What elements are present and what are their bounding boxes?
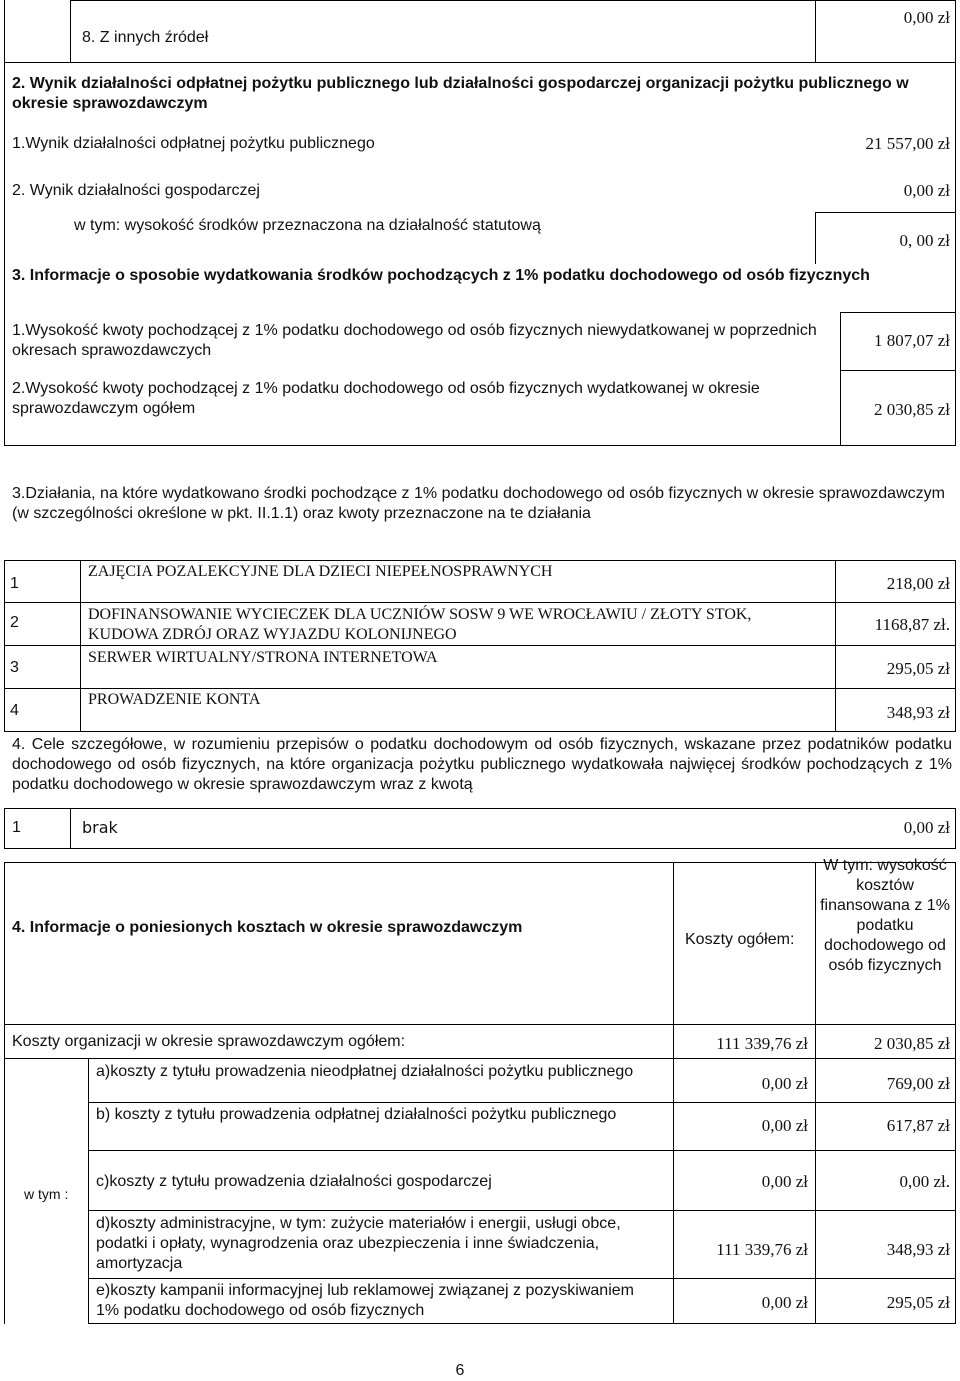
cost-total: 0,00 zł	[761, 1074, 808, 1093]
business-result-label: 2. Wynik działalności gospodarczej	[12, 182, 260, 199]
activity-number: 2	[10, 614, 19, 631]
costs-total-label: Koszty organizacji w okresie sprawozdawczym ogółem:	[12, 1033, 406, 1050]
activity-number: 1	[10, 575, 19, 592]
cost-share: 348,93 zł	[886, 1240, 950, 1259]
page-number: 6	[455, 1362, 465, 1379]
cost-total: 111 339,76 zł	[716, 1240, 808, 1259]
activity-name: PROWADZENIE KONTA	[88, 691, 261, 708]
cost-label: c)koszty z tytułu prowadzenia działalności gospodarczej	[96, 1173, 492, 1190]
section3-heading: 3. Informacje o sposobie wydatkowania środków pochodzących z 1% podatku dochodowego od osób fizycznych	[12, 267, 870, 284]
activity-number: 3	[10, 659, 19, 676]
statutory-share-label: w tym: wysokość środków przeznaczona na działalność statutową	[74, 217, 541, 234]
activity-amount: 218,00 zł	[886, 574, 950, 593]
cost-total: 0,00 zł	[761, 1116, 808, 1135]
statutory-share-value: 0, 00 zł	[899, 231, 950, 250]
activity-amount: 1168,87 zł.	[874, 615, 950, 634]
cost-share: 0,00 zł.	[899, 1172, 950, 1191]
activity-amount: 348,93 zł	[886, 703, 950, 722]
goal-number: 1	[12, 819, 21, 836]
activities-heading: 3.Działania, na które wydatkowano środki pochodzące z 1% podatku dochodowego od osób fizycznych w okresie sprawozdawczym (w szczególności określone w pkt. II.1.1) oraz kwoty przeznaczone na te działania	[12, 485, 945, 522]
activity-name: ZAJĘCIA POZALEKCYJNE DLA DZIECI NIEPEŁNOSPRAWNYCH	[88, 563, 553, 580]
spent-amount-value: 2 030,85 zł	[873, 400, 950, 419]
cost-total: 0,00 zł	[761, 1172, 808, 1191]
spent-amount-label: 2.Wysokość kwoty pochodzącej z 1% podatku dochodowego od osób fizycznych wydatkowanej w okresie sprawozdawczym ogółem	[12, 380, 760, 417]
costs-total-value: 111 339,76 zł	[716, 1034, 808, 1053]
cost-label: a)koszty z tytułu prowadzenia nieodpłatnej działalności pożytku publicznego	[96, 1063, 634, 1080]
costs-share-column-header: W tym: wysokość kosztów finansowana z 1% podatku dochodowego od osób fizycznych	[820, 857, 950, 974]
cost-share: 769,00 zł	[886, 1074, 950, 1093]
activity-name: SERWER WIRTUALNY/STRONA INTERNETOWA	[88, 649, 438, 666]
costs-wtym-label: w tym :	[24, 1186, 69, 1202]
activity-number: 4	[10, 702, 19, 719]
cost-share: 617,87 zł	[886, 1116, 950, 1135]
section2-heading: 2. Wynik działalności odpłatnej pożytku publicznego lub działalności gospodarczej organizacji pożytku publicznego w okresie sprawozdawczym	[12, 75, 909, 112]
paid-activity-result-label: 1.Wynik działalności odpłatnej pożytku publicznego	[12, 135, 375, 152]
costs-total-column-header: Koszty ogółem:	[685, 931, 795, 948]
paid-activity-result-value: 21 557,00 zł	[865, 134, 950, 153]
goal-value: 0,00 zł	[903, 818, 950, 837]
business-result-value: 0,00 zł	[903, 181, 950, 200]
costs-heading: 4. Informacje o poniesionych kosztach w okresie sprawozdawczym	[12, 919, 523, 936]
activity-amount: 295,05 zł	[886, 659, 950, 678]
goal-label: brak	[82, 818, 118, 837]
other-sources-label: 8. Z innych źródeł	[82, 29, 209, 46]
activity-name: DOFINANSOWANIE WYCIECZEK DLA UCZNIÓW SOSW 9 WE WROCŁAWIU / ZŁOTY STOK, KUDOWA ZDRÓJ ORAZ WYJAZDU KOLONIJNEGO	[88, 606, 752, 643]
costs-total-share: 2 030,85 zł	[873, 1034, 950, 1053]
unspent-amount-value: 1 807,07 zł	[873, 331, 950, 350]
cost-share: 295,05 zł	[886, 1293, 950, 1312]
other-sources-value: 0,00 zł	[903, 8, 950, 27]
cost-total: 0,00 zł	[761, 1293, 808, 1312]
goals-paragraph: 4. Cele szczegółowe, w rozumieniu przepisów o podatku dochodowym od osób fizycznych, wskazane przez podatników podatku dochodowego od osób fizycznych, na które organizacja pożytku publicznego wydatkowała najwięcej środków pochodzących z 1% podatku dochodowego w okresie sprawozdawczym wraz z kwotą	[12, 736, 952, 793]
cost-label: b) koszty z tytułu prowadzenia odpłatnej działalności pożytku publicznego	[96, 1106, 617, 1123]
unspent-amount-label: 1.Wysokość kwoty pochodzącej z 1% podatku dochodowego od osób fizycznych niewydatkowanej w poprzednich okresach sprawozdawczych	[12, 322, 817, 359]
cost-label: e)koszty kampanii informacyjnej lub reklamowej związanej z pozyskiwaniem 1% podatku dochodowego od osób fizycznych	[96, 1282, 634, 1319]
cost-label: d)koszty administracyjne, w tym: zużycie materiałów i energii, usługi obce, podatki i opłaty, wynagrodzenia oraz ubezpieczenia i inne świadczenia, amortyzacja	[96, 1215, 621, 1272]
